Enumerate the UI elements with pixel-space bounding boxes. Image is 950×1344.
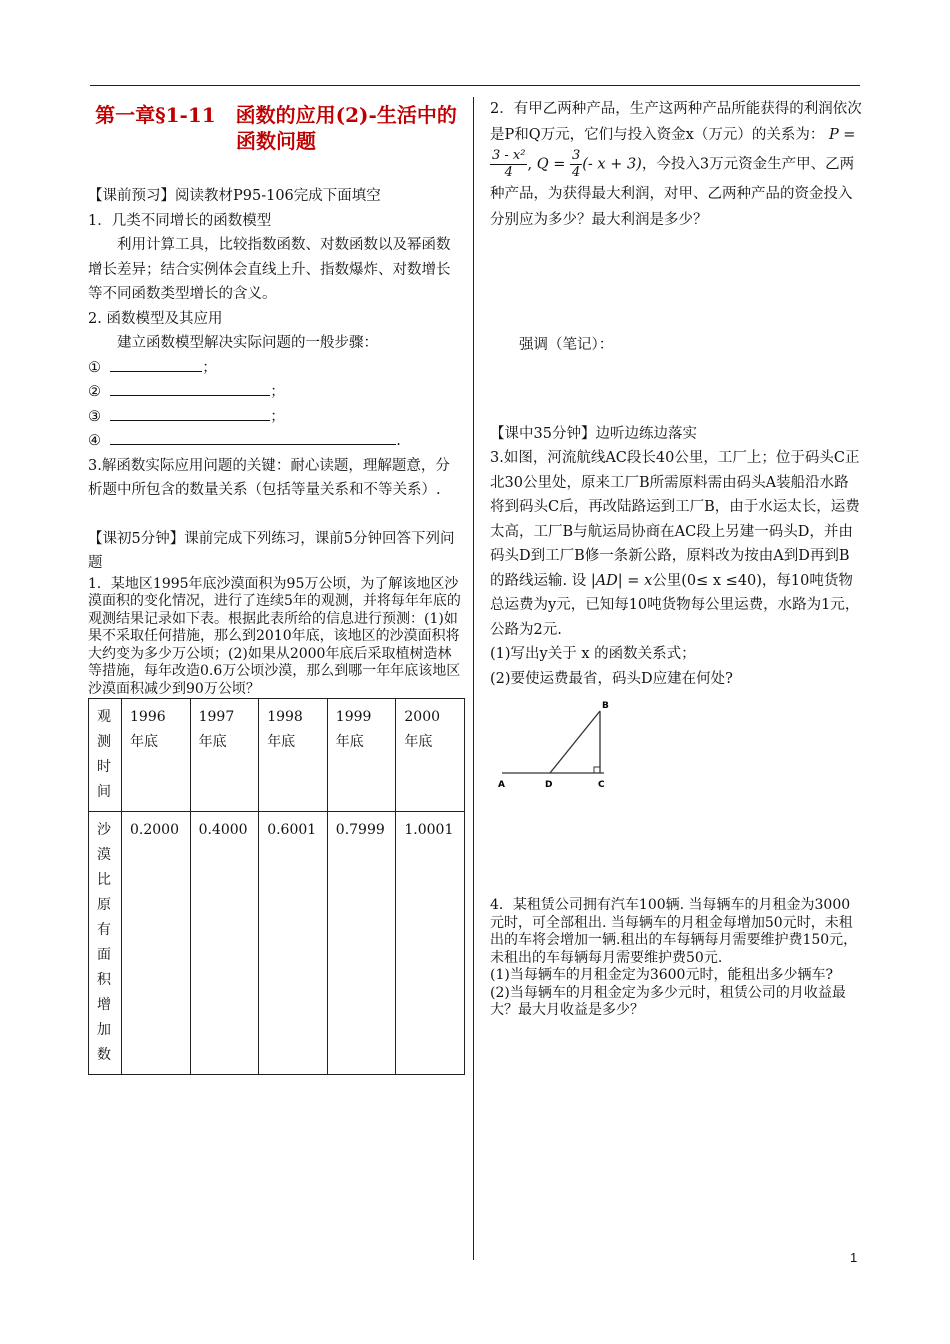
value-cell: 1.0001	[396, 812, 465, 1075]
problem4-q1: (1)当每辆车的月租金定为3600元时，能租出多少辆车?	[490, 967, 833, 983]
year-cell: 1999 年底	[327, 699, 396, 812]
value-cell: 0.4000	[190, 812, 259, 1075]
preview-heading: 【课前预习】阅读教材P95-106完成下面填空	[88, 188, 381, 204]
label-a: A	[498, 780, 505, 789]
preview-item1-title: 1．几类不同增长的函数模型	[88, 212, 272, 229]
emphasis-notes: 强调（笔记）：	[519, 337, 614, 353]
step-blank-2[interactable]	[110, 381, 270, 396]
year-cell: 1998 年底	[259, 699, 328, 812]
problem2-text-a: 2．有甲乙两种产品，生产这两种产品所能获得的利润依次是P和Q万元，它们与投入资金x（万元）的关系为：	[490, 101, 862, 143]
step-end: ；	[202, 359, 217, 376]
formula-q-fraction: $\frac{3}{4}$	[571, 148, 581, 180]
step-marker: ②	[88, 384, 101, 400]
problem3-q2: (2)要使运费最省，码头D应建在何处?	[490, 670, 733, 687]
preview-item2-body: 建立函数模型解决实际问题的一般步骤：	[117, 335, 378, 351]
triangle-figure	[492, 697, 612, 789]
page-number: 1	[850, 1250, 858, 1265]
preview-item3: 3.解函数实际应用问题的关键：耐心读题，理解题意，分析题中所包含的数量关系（包括等量关系和不等关系）.	[88, 457, 450, 498]
step-marker: ①	[88, 359, 101, 376]
value-cell: 0.7999	[327, 812, 396, 1075]
problem3-q1: (1)写出y关于 x 的函数关系式；	[490, 646, 696, 662]
preview-item1-body: 利用计算工具，比较指数函数、对数函数以及幂函数增长差异；结合实例体会直线上升、指数爆炸、对数增长等不同函数类型增长的含义。	[88, 237, 451, 302]
road-line	[550, 711, 600, 773]
problem2-text-b: ，今投入3万元资金生产甲、乙两种产品，为获得最大利润，对甲、乙两种产品的资金投入分别应为多少？最大利润是多少？	[490, 156, 855, 228]
problem4-q2: (2)当每辆车的月租金定为多少元时，租赁公司的月收益最大？最大月收益是多少？	[490, 984, 846, 1018]
row-header-increase: 沙 漠 比 原 有 面 积 增 加 数	[89, 812, 122, 1075]
step-marker: ④	[88, 433, 101, 449]
year-cell: 1997 年底	[190, 699, 259, 812]
formula-q-var: Q	[536, 156, 549, 173]
problem3: 3.如图，河流航线AC段长40公里，工厂上；位于码头C正北30公里处，原来工厂B所需原料需由码头A装船沿水路将到码头C后，再改陆路运到工厂B，由于水运太长，运费太高，工厂B与航运局协商在AC段上另建一码头D，并由码头D到工厂B修一条新公路，原料改为按由A到D再到B的路线运输. 设 |AD| = x公里(0≤ x ≤40)，每10吨货物总运费为y元，已知每10吨货物每公里运费，水路为1元，公路为2元.	[490, 450, 860, 638]
ad-expression: |AD| = x	[590, 572, 653, 589]
label-c: C	[598, 780, 605, 789]
formula-q-tail: (- x + 3)	[582, 156, 642, 173]
step-3	[88, 405, 464, 430]
step-end: ；	[270, 384, 285, 400]
step-blank-3[interactable]	[110, 406, 270, 421]
problem2: 2．有甲乙两种产品，生产这两种产品所能获得的利润依次是P和Q万元，它们与投入资金x（万元）的关系为： P = $\frac{\text{3 - x²}}{4}$ , Q = $\frac{3}{4}$ (- x + 3)，今投入3万元资金生产甲、乙两种产品，为获得最大利润，对甲、乙两种产品的资金投入分别应为多少？最大利润是多少？	[490, 101, 862, 228]
value-cell: 0.2000	[122, 812, 191, 1075]
step-end: .	[396, 433, 401, 449]
top-rule	[90, 85, 860, 86]
value-cell: 0.6001	[259, 812, 328, 1075]
column-divider	[473, 97, 474, 1260]
observation-table	[88, 698, 465, 1075]
problem4: 4．某租赁公司拥有汽车100辆. 当每辆车的月租金为3000元时，可全部租出. 当每辆车的月租金每增加50元时，未租出的车将会增加一辆.租出的车每辆每月需要维护费150元，未租出的车每辆每月需要维护费50元.	[490, 897, 858, 966]
formula-p-var: P	[828, 127, 839, 143]
step-marker: ③	[88, 408, 101, 425]
formula-p-fraction: $\frac{\text{3 - x²}}{4}$	[492, 148, 526, 180]
year-cell: 1996 年底	[122, 699, 191, 812]
preview-item2-title: 2. 函数模型及其应用	[88, 310, 223, 327]
inclass-heading: 【课中35分钟】边听边练边落实	[490, 425, 697, 442]
right-angle-mark	[594, 767, 600, 773]
year-cell: 2000 年底	[396, 699, 465, 812]
left-column	[88, 96, 464, 1075]
step-end: ；	[270, 408, 285, 425]
step-1	[88, 356, 464, 381]
page-title: 第一章§1-11 函数的应用(2)-生活中的函数问题	[95, 103, 457, 153]
table-row	[89, 812, 465, 1075]
right-column	[490, 96, 862, 1020]
row-header-time: 观 测 时 间	[89, 699, 122, 812]
warmup-problem1: 1．某地区1995年底沙漠面积为95万公顷，为了解该地区沙漠面积的变化情况，进行了连续5年的观测，并将每年年底的观测结果记录如下表。根据此表所给的信息进行预测：(1)如果不采取任何措施，那么到2010年底，该地区的沙漠面积将大约变为多少万公顷；(2)如果从2000年底后采取植树造林等措施，每年改造0.6万公顷沙漠，那么到哪一年年底该地区沙漠面积减少到90万公顷？	[88, 575, 461, 697]
warmup-heading: 【课初5分钟】课前完成下列练习，课前5分钟回答下列问题	[88, 530, 455, 571]
step-blank-4[interactable]	[110, 430, 396, 445]
table-row	[89, 699, 465, 812]
label-d: D	[545, 780, 553, 789]
step-2	[88, 380, 464, 405]
step-blank-1[interactable]	[110, 357, 202, 372]
step-4	[88, 429, 464, 454]
label-b: B	[602, 701, 609, 711]
